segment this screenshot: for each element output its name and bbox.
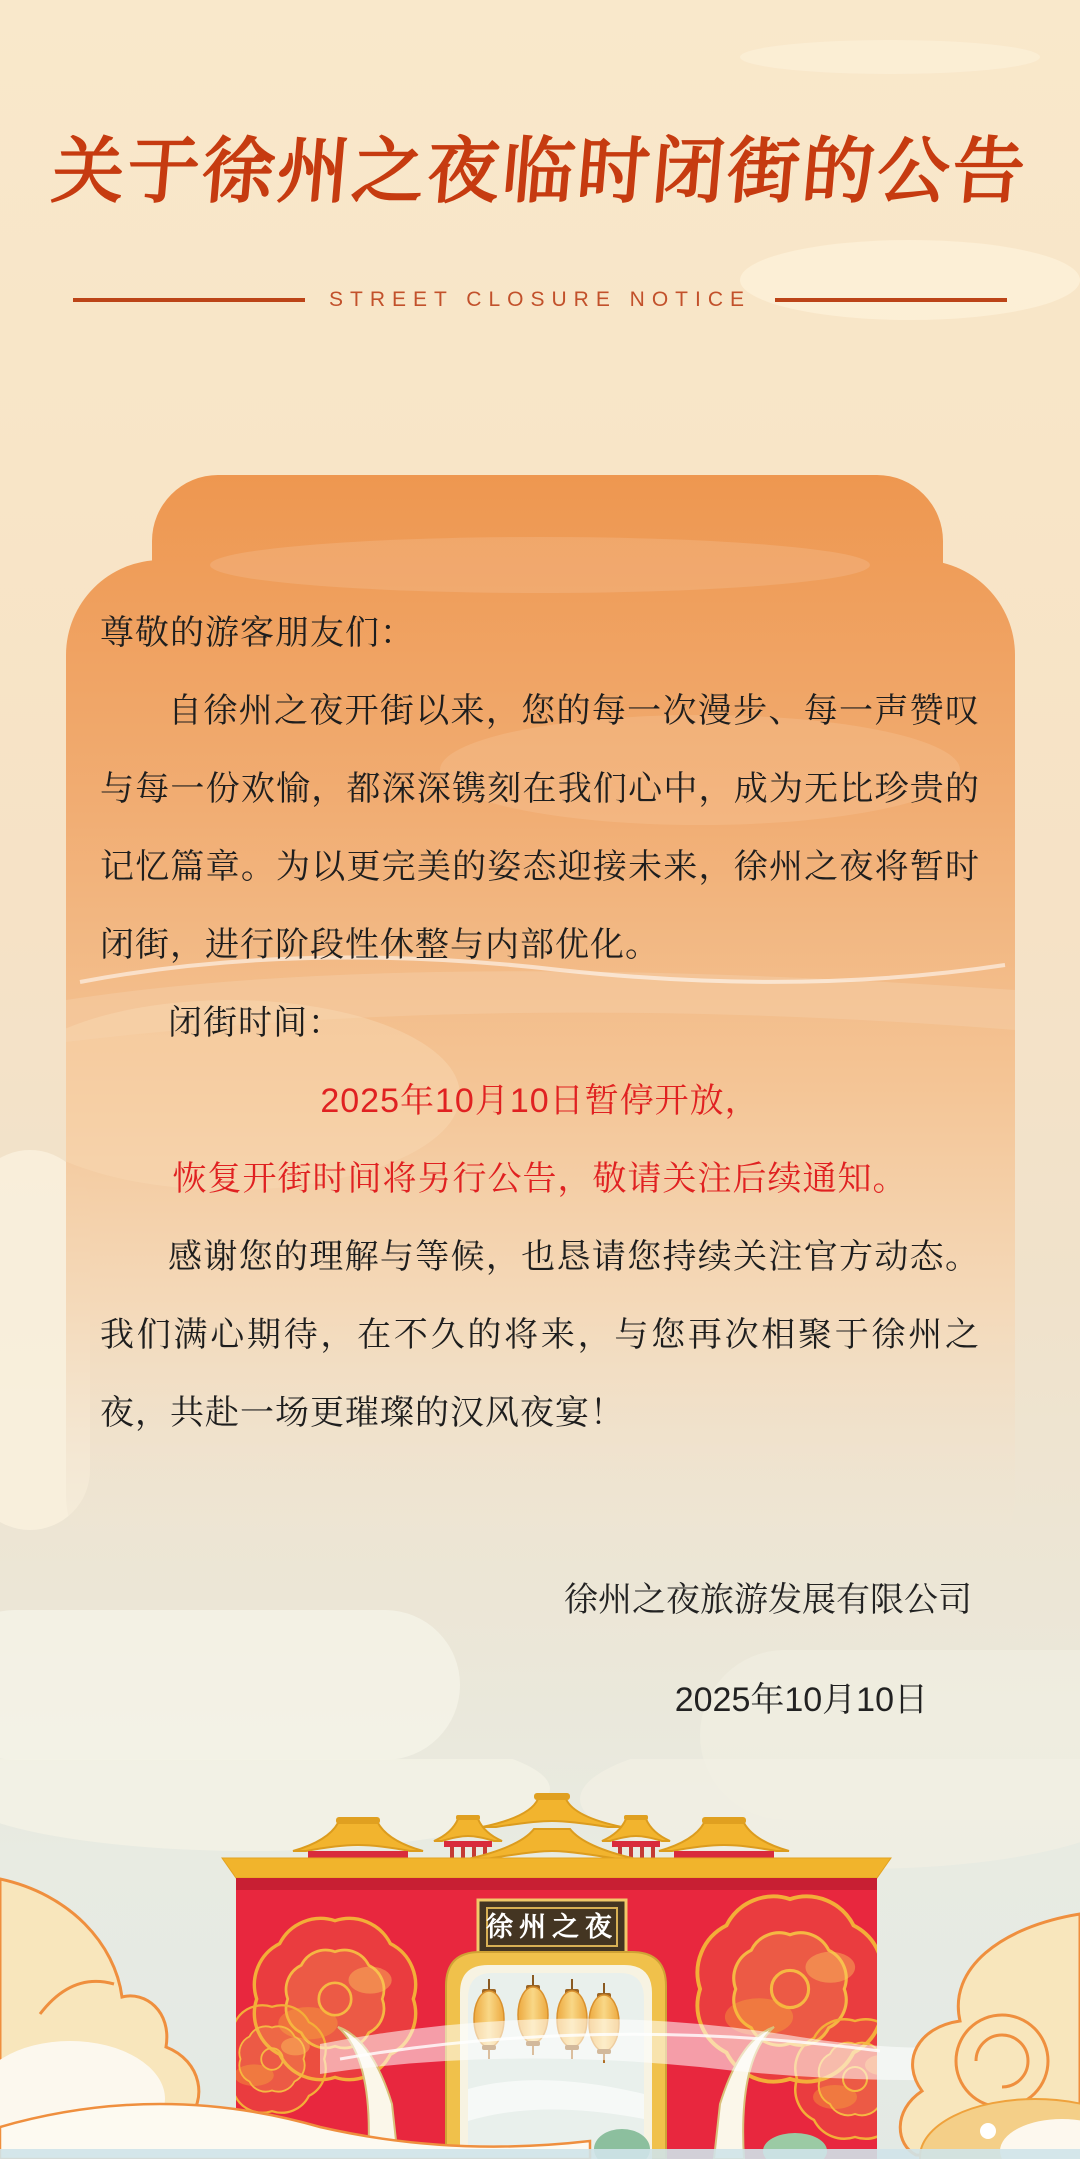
- greeting: 尊敬的游客朋友们：: [100, 614, 415, 652]
- poster-title: 关于徐州之夜临时闭街的公告: [48, 128, 1032, 213]
- reopen-info-line: 恢复开街时间将另行公告，敬请关注后续通知。: [172, 1160, 908, 1198]
- left-rule-line: [73, 298, 305, 302]
- closure-time-label: 闭街时间：: [168, 1004, 343, 1042]
- right-cloud-swirl: [900, 1914, 1080, 2159]
- gate-plaque: [478, 1900, 626, 1954]
- gate-illustration: [0, 1759, 1080, 2159]
- poster-subtitle: STREET CLOSURE NOTICE: [329, 288, 751, 311]
- notice-body: [100, 594, 980, 1452]
- bottom-strip: [0, 2149, 1080, 2159]
- right-rule-line: [775, 298, 1007, 302]
- cloud-wisp-decoration: [740, 40, 1040, 74]
- subtitle-row: [0, 288, 1080, 312]
- closure-date-line: 2025年10月10日暂停开放，: [320, 1082, 760, 1120]
- plaque-text: 徐州之夜: [486, 1912, 618, 1943]
- company-signature: 徐州之夜旅游发展有限公司: [564, 1581, 972, 1619]
- paragraph-1: 自徐州之夜开街以来，您的每一次漫步、每一声赞叹与每一份欢愉，都深深镌刻在我们心中，成为无比珍贵的记忆篇章。为以更完美的姿态迎接未来，徐州之夜将暂时闭街，进行阶段性休整与内部优化。: [100, 692, 980, 964]
- paragraph-2: 感谢您的理解与等候，也恳请您持续关注官方动态。我们满心期待，在不久的将来，与您再次相聚于徐州之夜，共赴一场更璀璨的汉风夜宴！: [100, 1238, 980, 1432]
- background-cloud: [0, 1759, 550, 1851]
- notice-date: 2025年10月10日: [674, 1681, 928, 1719]
